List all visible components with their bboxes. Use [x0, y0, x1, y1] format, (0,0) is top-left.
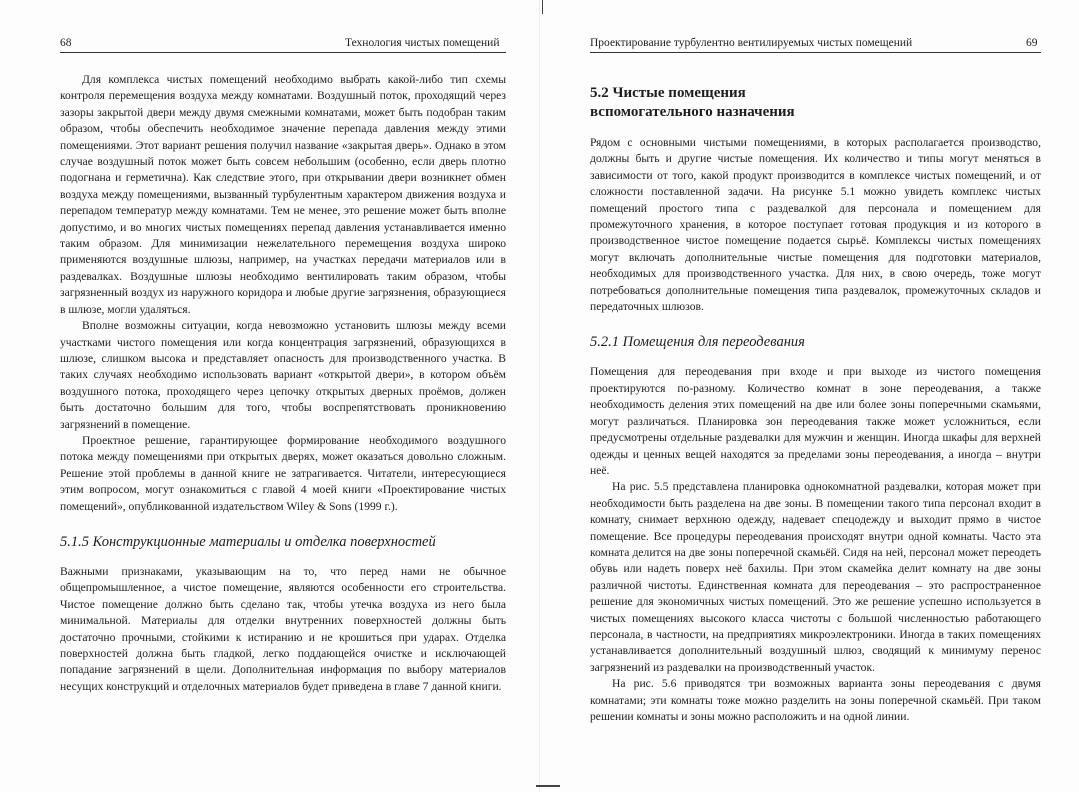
- paragraph: Помещения для переодевания при входе и при выходе из чистого помещения проектируются по-разному. Количество комнат в зоне переодевания, а также необходимость деления этих помещений на две или более зоны поперечными скамьями, могут различаться. Планировка зон переодевания также может усложниться, если предусмотрены отдельные раздевалки для мужчин и женщин. Иногда шкафы для верхней одежды и ценных вещей находятся за пределами зоны переодевания, а иногда – внутри неё.: [590, 365, 1041, 477]
- chapter-heading-line: вспомогательного назначения: [590, 104, 795, 120]
- section-heading: 5.1.5 Конструкционные материалы и отделка поверхностей: [60, 533, 436, 550]
- paragraph: Вполне возможны ситуации, когда невозможно установить шлюзы между всеми участками чистого помещения или когда концентрация загрязнений, образующихся в шлюзе, слишком высока и представляет опасность для производственного участка. В таких случаях необходимо использовать вариант «открытой двери», в котором объём воздушного потока, проходящего через цепочку открытых дверных проёмов, должен быть достаточно большим для того, чтобы воспрепятствовать проникновению загрязнений в помещение.: [60, 319, 506, 431]
- page-number: 68: [60, 37, 72, 49]
- right-text-column: [590, 84, 1041, 725]
- left-text-column: [60, 72, 506, 695]
- right-page: [540, 0, 1079, 792]
- page-number: 69: [1026, 37, 1038, 49]
- running-header: Технология чистых помещений: [345, 37, 500, 49]
- paragraph: Рядом с основными чистыми помещениями, в которых располагается производство, должны быть и другие чистые помещения. Их количество и типы могут меняться в зависимости от того, какой продукт производится в комплексе чистых помещений, и от сложности поставленной задачи. На рисунке 5.1 можно увидеть комплекс чистых помещений простого типа с раздевалкой для персонала и помещением для промежуточного хранения, в которое поступает готовая продукция и из которого в производственное чистое помещение подается сырьё. Комплексы чистых помещениях могут включать дополнительные чистые помещения для подготовки материалов, необходимых для производственного участка. Для них, в свою очередь, тоже могут потребоваться дополнительные помещения типа раздевалок, промежуточных складов и передаточных шлюзов.: [590, 136, 1041, 314]
- header-rule: [60, 52, 506, 53]
- running-header: Проектирование турбулентно вентилируемых чистых помещений: [590, 37, 913, 49]
- paragraph: На рис. 5.6 приводятся три возможных варианта зоны переодевания с двумя комнатами; эти комнаты тоже можно разделить на зоны поперечной скамьёй. При таком решении комнаты и зоны можно расположить и на одной линии.: [590, 677, 1041, 723]
- header-rule: [590, 52, 1041, 53]
- paragraph: На рис. 5.5 представлена планировка однокомнатной раздевалки, которая может при необходимости быть разделена на две зоны. В помещении такого типа персонал входит в комнату, снимает верхнюю одежду, надевает спецодежду и выходит прямо в чистое помещение. Все процедуры переодевания происходят внутри одной комнаты. Часто эта комната делится на две зоны поперечной скамьёй. Сидя на ней, персонал может переодеть обувь или надеть поверх неё бахилы. При этом скамейка делит комнату на две зоны различной чистоты. Единственная комната для переодевания – это распространенное решение для экономичных чистых помещений. Это же решение успешно используется в чистых помещениях высокого класса чистоты с большой численностью работающего персонала, в частности, на предприятиях микроэлектроники. Иногда в таких помещениях устанавливается дополнительный воздушный шлюз, сводящий к минимуму перенос загрязнений из раздевалки на производственный участок.: [590, 480, 1041, 674]
- chapter-heading-line: 5.2 Чистые помещения: [590, 85, 746, 101]
- paragraph: Проектное решение, гарантирующее формирование необходимого воздушного потока между помещениями при открытых дверях, может оказаться довольно сложным. Решение этой проблемы в данной книге не затрагивается. Читатели, интересующиеся этим вопросом, могут ознакомиться с главой 4 моей книги «Проектирование чистых помещений», опубликованной издательством Wiley & Sons (1999 г.).: [60, 433, 506, 513]
- subsection-heading: 5.2.1 Помещения для переодевания: [590, 334, 805, 351]
- paragraph: Для комплекса чистых помещений необходимо выбрать какой-либо тип схемы контроля перемещения воздуха между комнатами. Воздушный поток, проходящий через зазоры закрытой двери между двумя смежными комнатами, может быть подобран таким образом, чтобы обеспечить необходимое значение перепада давления между этими помещениями. Этот вариант решения получил название «закрытая дверь». Однако в этом случае воздушный поток может быть совсем небольшим (особенно, если дверь плотно подогнана и герметична). Как следствие этого, при открывании двери возникнет обмен воздуха между помещениями, вызванный турбулентным характером движения воздуха и перепадом температур между комнатами. Тем не менее, это решение может быть вполне допустимо, и во многих чистых помещениях перепад давления устанавливается именно таким образом. Для минимизации нежелательного перемещения воздуха широко применяются воздушные шлюзы, например, на участках передачи материалов или в раздевалках. Воздушные шлюзы необходимо вентилировать таким образом, чтобы загрязненный воздух из наружного коридора и любые другие загрязнения, образующиеся в шлюзе, могли удаляться.: [60, 73, 506, 316]
- scan-mark: [536, 785, 560, 787]
- scan-mark: [542, 0, 543, 14]
- paragraph: Важными признаками, указывающим на то, что перед нами не обычное общепромышленное, а чистое помещение, являются особенности его строительства. Чистое помещение должно быть сделано так, чтобы утечка воздуха из него была минимальной. Материалы для отделки внутренних поверхностей должны быть достаточно прочными, стойкими к истиранию и не крошиться при ударах. Отделка поверхностей должна быть гладкой, легко поддающейся очистке и исключающей попадание загрязнений в щели. Дополнительная информация по выбору материалов несущих конструкций и отделочных материалов будет приведена в главе 7 данной книги.: [60, 564, 506, 693]
- chapter-heading: [590, 84, 1041, 122]
